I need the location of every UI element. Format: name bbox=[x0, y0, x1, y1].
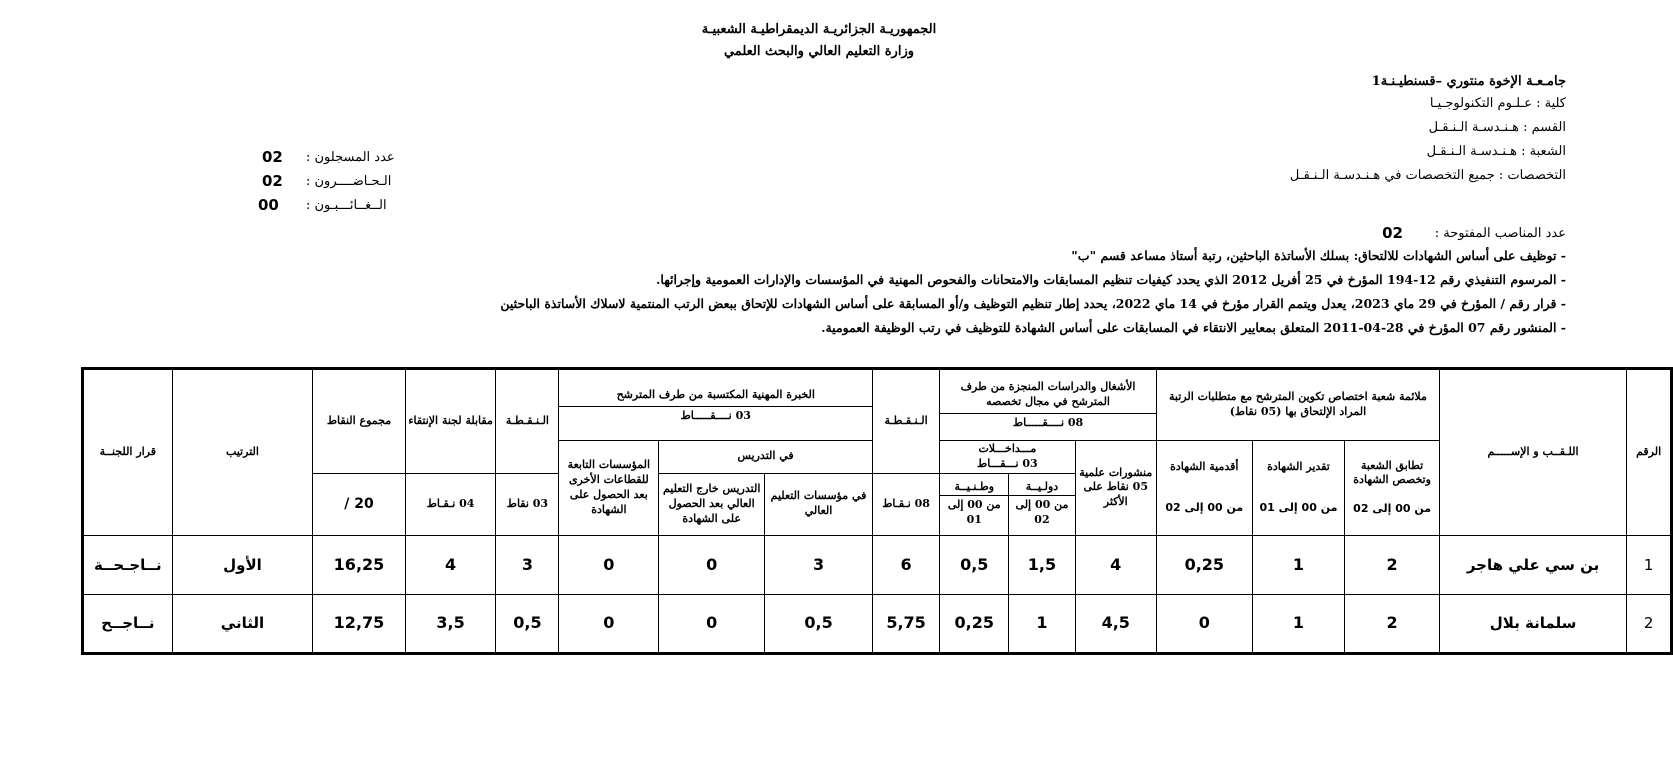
header-talks bbox=[940, 441, 1075, 474]
header-index: الرقم bbox=[1627, 369, 1672, 536]
row-teach-in: 0,5 bbox=[765, 594, 873, 653]
header-name: اللـقــب و الإســـــم bbox=[1439, 369, 1626, 536]
header-talks-label: مـــداخـــلات bbox=[978, 442, 1037, 455]
header-decision: قرار اللجنــة bbox=[83, 369, 173, 536]
results-table bbox=[81, 367, 1673, 655]
row-intl: 1 bbox=[1009, 594, 1075, 653]
header-natl-label: وطـنـيــة bbox=[940, 480, 1008, 496]
header-natl bbox=[940, 473, 1009, 535]
positions-value: 02 bbox=[1382, 224, 1403, 242]
header-interview: مقابلة لجنة الإنتقاء bbox=[405, 369, 496, 474]
absent-label: الــغــائـــبـون : bbox=[306, 198, 387, 213]
header-score1-pts: 08 نـقـاط bbox=[872, 473, 939, 535]
legal-line-2: - المرسوم التنفيذي رقم 12-194 المؤرخ في 25 أفريل 2012 الذي يحدد كيفيات تنظيم المسابقات والامتحانات والفحوص المهنية في المؤسسات والإدارات العمومية وإجرائها. bbox=[656, 272, 1566, 287]
header-fit-match bbox=[1345, 441, 1440, 536]
row-total: 16,25 bbox=[313, 535, 406, 594]
header-intl-label: دولـيــة bbox=[1009, 480, 1074, 496]
faculty-line: كلية : عـلـوم التكنولوجـيـا bbox=[1429, 96, 1566, 111]
header-works-pts: 08 نــــقـــــاط bbox=[940, 413, 1156, 431]
header-rank: الترتيب bbox=[172, 369, 312, 536]
row-name: سلمانة بلال bbox=[1439, 594, 1626, 653]
row-fit-seniority: 0,25 bbox=[1156, 535, 1252, 594]
header-fit-grade-range: من 00 إلى 01 bbox=[1259, 500, 1338, 514]
header-fit-seniority-range: من 00 إلى 02 bbox=[1165, 500, 1244, 514]
header-intl-range: من 00 إلى 02 bbox=[1015, 497, 1069, 526]
header-fit-match-label: تطابق الشعبة وتخصص الشهادة bbox=[1353, 458, 1431, 487]
row-fit-match: 2 bbox=[1345, 594, 1440, 653]
legal-line-4: - المنشور رقم 07 المؤرخ في 28-04-2011 المتعلق بمعايير الانتقاء في المسابقات على أساس الشهادة للتوظيف في رتب الوظيفة العمومية. bbox=[821, 320, 1566, 335]
table-row bbox=[83, 535, 1672, 594]
header-score1: الـنـقـطـة bbox=[872, 369, 939, 474]
row-score2: 0,5 bbox=[496, 594, 559, 653]
header-works bbox=[940, 369, 1157, 441]
header-teach-out: التدريس خارج التعليم العالي بعد الحصول على الشهادة bbox=[659, 473, 765, 535]
registered-label: عدد المسجلون : bbox=[306, 150, 395, 165]
header-other: المؤسسات التابعة للقطاعات الأخرى بعد الحصول على الشهادة bbox=[559, 441, 659, 536]
header-fit-grade-label: تقدير الشهادة bbox=[1267, 460, 1330, 473]
row-teach-out: 0 bbox=[659, 594, 765, 653]
header-fit-seniority-label: أقدمية الشهادة bbox=[1170, 460, 1239, 473]
header-fit-match-range: من 00 إلى 02 bbox=[1353, 502, 1432, 516]
row-teach-out: 0 bbox=[659, 535, 765, 594]
header-fit: ملائمة شعبة اختصاص تكوين المترشح مع متطلبات الرتبة المراد الإلتحاق بها (05 نقاط) bbox=[1156, 369, 1439, 441]
table-row bbox=[83, 594, 1672, 653]
row-total: 12,75 bbox=[313, 594, 406, 653]
present-value: 02 bbox=[262, 172, 283, 190]
header-works-label: الأشغال والدراسات المنجزة من طرف المترشح في مجال تخصصه bbox=[960, 380, 1136, 409]
header-exp-label: الخبرة المهنية المكتسبة من طرف المترشح bbox=[616, 387, 815, 401]
header-exp bbox=[559, 369, 873, 441]
row-name: بن سي علي هاجر bbox=[1439, 535, 1626, 594]
row-index: 1 bbox=[1627, 535, 1672, 594]
header-intl bbox=[1009, 473, 1075, 535]
header-score2-pts: 03 نقاط bbox=[496, 473, 559, 535]
row-natl: 0,5 bbox=[940, 535, 1009, 594]
header-total: مجموع النقاط bbox=[313, 369, 406, 474]
row-index: 2 bbox=[1627, 594, 1672, 653]
registered-value: 02 bbox=[262, 148, 283, 166]
present-label: الـحـاضــــرون : bbox=[306, 174, 392, 189]
row-other: 0 bbox=[559, 535, 659, 594]
university-name: جامـعـة الإخوة منتوري –قسنطيـنـة1 bbox=[1371, 74, 1566, 89]
row-fit-grade: 1 bbox=[1252, 535, 1345, 594]
row-score1: 6 bbox=[872, 535, 939, 594]
row-pubs: 4 bbox=[1075, 535, 1156, 594]
row-other: 0 bbox=[559, 594, 659, 653]
row-fit-match: 2 bbox=[1345, 535, 1440, 594]
header-interview-pts: 04 نـقـاط bbox=[405, 473, 496, 535]
header-teach-in: في مؤسسات التعليم العالي bbox=[765, 473, 873, 535]
positions-label: عدد المناصب المفتوحة : bbox=[1434, 226, 1566, 241]
row-fit-grade: 1 bbox=[1252, 594, 1345, 653]
row-decision: نــاجــح bbox=[83, 594, 173, 653]
header-total-pts: 20 / bbox=[313, 473, 406, 535]
branch-line: الشعبة : هـنـدسـة الـنـقـل bbox=[1426, 144, 1566, 159]
department-line: القسم : هـنـدسـة الـنـقـل bbox=[1428, 120, 1566, 135]
row-rank: الثاني bbox=[172, 594, 312, 653]
ministry-title: وزارة التعليم العالي والبحث العلمي bbox=[723, 44, 915, 59]
header-score2: الـنـقـطـة bbox=[496, 369, 559, 474]
header-pubs: منشورات علمية 05 نقاط على الأكثر bbox=[1075, 441, 1156, 536]
row-score2: 3 bbox=[496, 535, 559, 594]
row-fit-seniority: 0 bbox=[1156, 594, 1252, 653]
row-interview: 4 bbox=[405, 535, 496, 594]
row-pubs: 4,5 bbox=[1075, 594, 1156, 653]
specialties-line: التخصصات : جميع التخصصات في هـنـدسـة الـنـقـل bbox=[1289, 168, 1566, 183]
row-teach-in: 3 bbox=[765, 535, 873, 594]
row-decision: نــاجـحــة bbox=[83, 535, 173, 594]
header-natl-range: من 00 إلى 01 bbox=[947, 497, 1001, 526]
header-teach: في التدريس bbox=[659, 441, 873, 474]
legal-line-1: - توظيف على أساس الشهادات للالتحاق: بسلك الأساتذة الباحثين، رتبة أستاذ مساعد قسم "ب" bbox=[1071, 248, 1566, 263]
row-rank: الأول bbox=[172, 535, 312, 594]
header-fit-seniority bbox=[1156, 441, 1252, 536]
legal-line-3: - قرار رقم / المؤرخ في 29 ماي 2023، يعدل ويتمم القرار مؤرخ في 14 ماي 2022، يحدد إطار تنظيم التوظيف و/أو المسابقة على أساس الشهادات للإتحاق ببعض الرتب المنتمية لاسلاك الأساتذة الباحثين bbox=[500, 296, 1566, 311]
header-exp-pts: 03 نــــقـــــاط bbox=[559, 406, 872, 424]
header-fit-grade bbox=[1252, 441, 1345, 536]
header-talks-pts: 03 نـــقـــاط bbox=[977, 456, 1038, 470]
row-interview: 3,5 bbox=[405, 594, 496, 653]
row-natl: 0,25 bbox=[940, 594, 1009, 653]
row-score1: 5,75 bbox=[872, 594, 939, 653]
republic-title: الجمهوريـة الجزائريـة الديمقراطيـة الشعبيـة bbox=[701, 22, 937, 37]
absent-value: 00 bbox=[258, 196, 279, 214]
row-intl: 1,5 bbox=[1009, 535, 1075, 594]
